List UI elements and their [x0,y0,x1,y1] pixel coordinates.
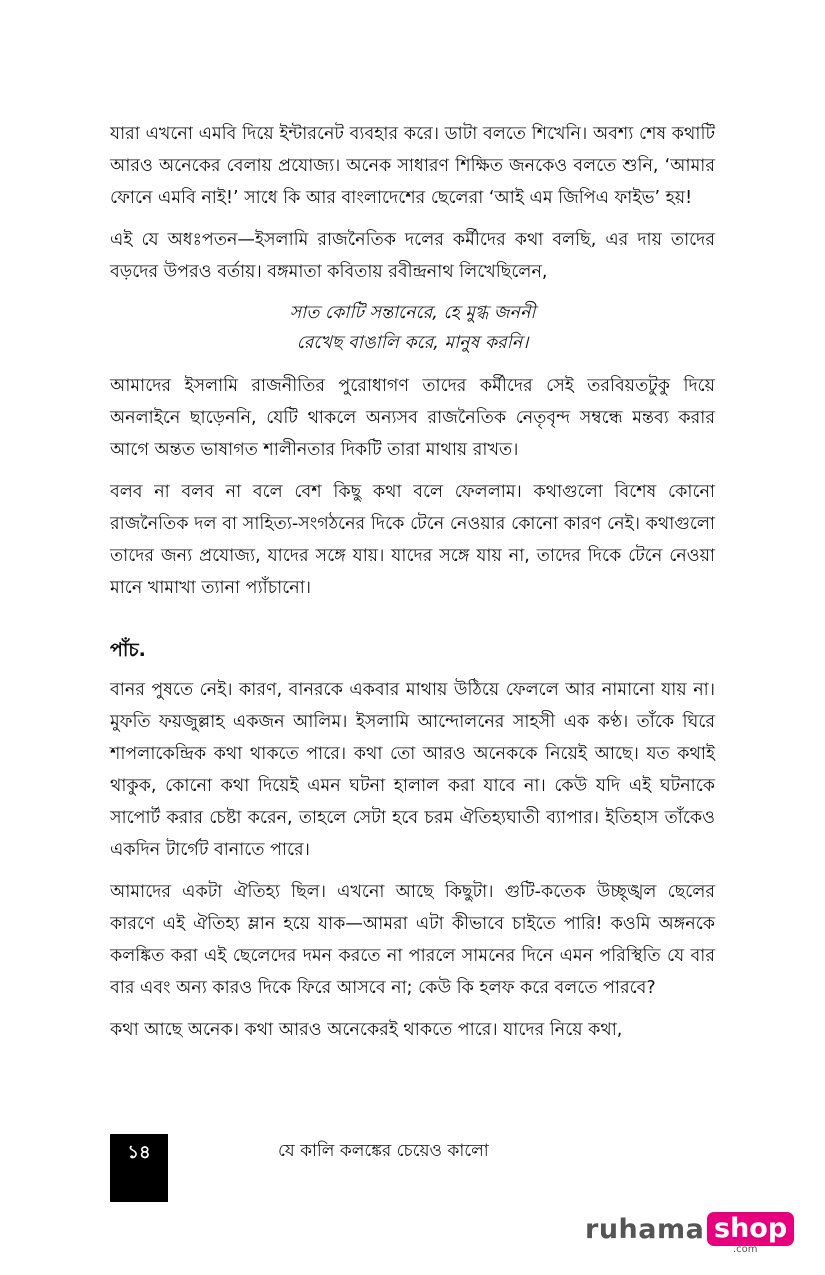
poem-line: রেখেছ বাঙালি করে, মানুষ করনি। [296,333,529,353]
page-number: ১৪ [127,1142,151,1163]
logo-domain-text: .com [733,1244,758,1255]
poem-quote [110,298,715,358]
paragraph: বানর পুষতে নেই। কারণ, বানরকে একবার মাথায় উঠিয়ে ফেললে আর নামানো যায় না। মুফতি ফয়জুল্লাহ একজন আলিম। ইসলামি আন্দোলনের সাহসী এক কণ্ঠ। তাঁকে ঘিরে শাপলাকেন্দ্রিক কথা থাকতে পারে। কথা তো আরও অনেককে নিয়েই আছে। যত কথাই থাকুক, কোনো কথা দিয়েই এমন ঘটনা হালাল করা যাবে না। কেউ যদি এই ঘটনাকে সাপোর্ট করার চেষ্টা করেন, তাহলে সেটা হবে চরম ঐতিহ্যঘাতী ব্যাপার। ইতিহাস তাঁকেও একদিন টার্গেট বানাতে পারে। [110,680,715,860]
logo-ruhama-text: ruhama [585,1214,705,1245]
section-heading: পাঁচ. [110,639,146,661]
paragraph: আমাদের ইসলামি রাজনীতির পুরোধাগণ তাদের কর্মীদের সেই তরবিয়তটুকু দিয়ে অনলাইনে ছাড়েননি, যেটি থাকলে অন্যসব রাজনৈতিক নেতৃবৃন্দ সম্বন্ধে মন্তব্য করার আগে অন্তত ভাষাগত শালীনতার দিকটি তারা মাথায় রাখত। [110,376,715,460]
page-number-box [110,1134,168,1202]
ruhamashop-logo [585,1212,788,1255]
logo-shop-badge: shop [707,1212,794,1246]
paragraph: এই যে অধঃপতন—ইসলামি রাজনৈতিক দলের কর্মীদের কথা বলছি, এর দায় তাদের বড়দের উপরও বর্তায়। বঙ্গমাতা কবিতায় রবীন্দ্রনাথ লিখেছিলেন, [110,230,715,282]
paragraph: আমাদের একটা ঐতিহ্য ছিল। এখনো আছে কিছুটা। গুটি-কতেক উচ্ছৃঙ্খল ছেলের কারণে এই ঐতিহ্য ম্লান হয়ে যাক—আমরা এটা কীভাবে চাইতে পারি! কওমি অঙ্গনকে কলঙ্কিত করা এই ছেলেদের দমন করতে না পারলে সামনের দিনে এমন পরিস্থিতি যে বার বার এবং অন্য কারও দিকে ফিরে আসবে না; কেউ কি হলফ করে বলতে পারবে? [110,882,715,998]
paragraph: যারা এখনো এমবি দিয়ে ইন্টারনেট ব্যবহার করে। ডাটা বলতে শিখেনি। অবশ্য শেষ কথাটি আরও অনেকের বেলায় প্রযোজ্য। অনেক সাধারণ শিক্ষিত জনকেও বলতে শুনি, ‘আমার ফোনে এমবি নাই!’ সাধে কি আর বাংলাদেশের ছেলেরা ‘আই এম জিপিএ ফাইভ’ হয়! [110,124,715,208]
book-page-body [110,118,715,1056]
paragraph: কথা আছে অনেক। কথা আরও অনেকেরই থাকতে পারে। যাদের নিয়ে কথা, [110,1020,623,1040]
poem-line: সাত কোটি সন্তানেরে, হে মুগ্ধ জননী [289,303,536,323]
running-title: যে কালি কলঙ্কের চেয়েও কালো [278,1141,489,1161]
page-footer [110,1134,715,1202]
paragraph: বলব না বলব না বলে বেশ কিছু কথা বলে ফেললাম। কথাগুলো বিশেষ কোনো রাজনৈতিক দল বা সাহিত্য-সংগঠনের দিকে টেনে নেওয়ার কোনো কারণ নেই। কথাগুলো তাদের জন্য প্রযোজ্য, যাদের সঙ্গে যায়। যাদের সঙ্গে যায় না, তাদের দিকে টেনে নেওয়া মানে খামাখা ত্যানা প্যাঁচানো। [110,482,715,598]
